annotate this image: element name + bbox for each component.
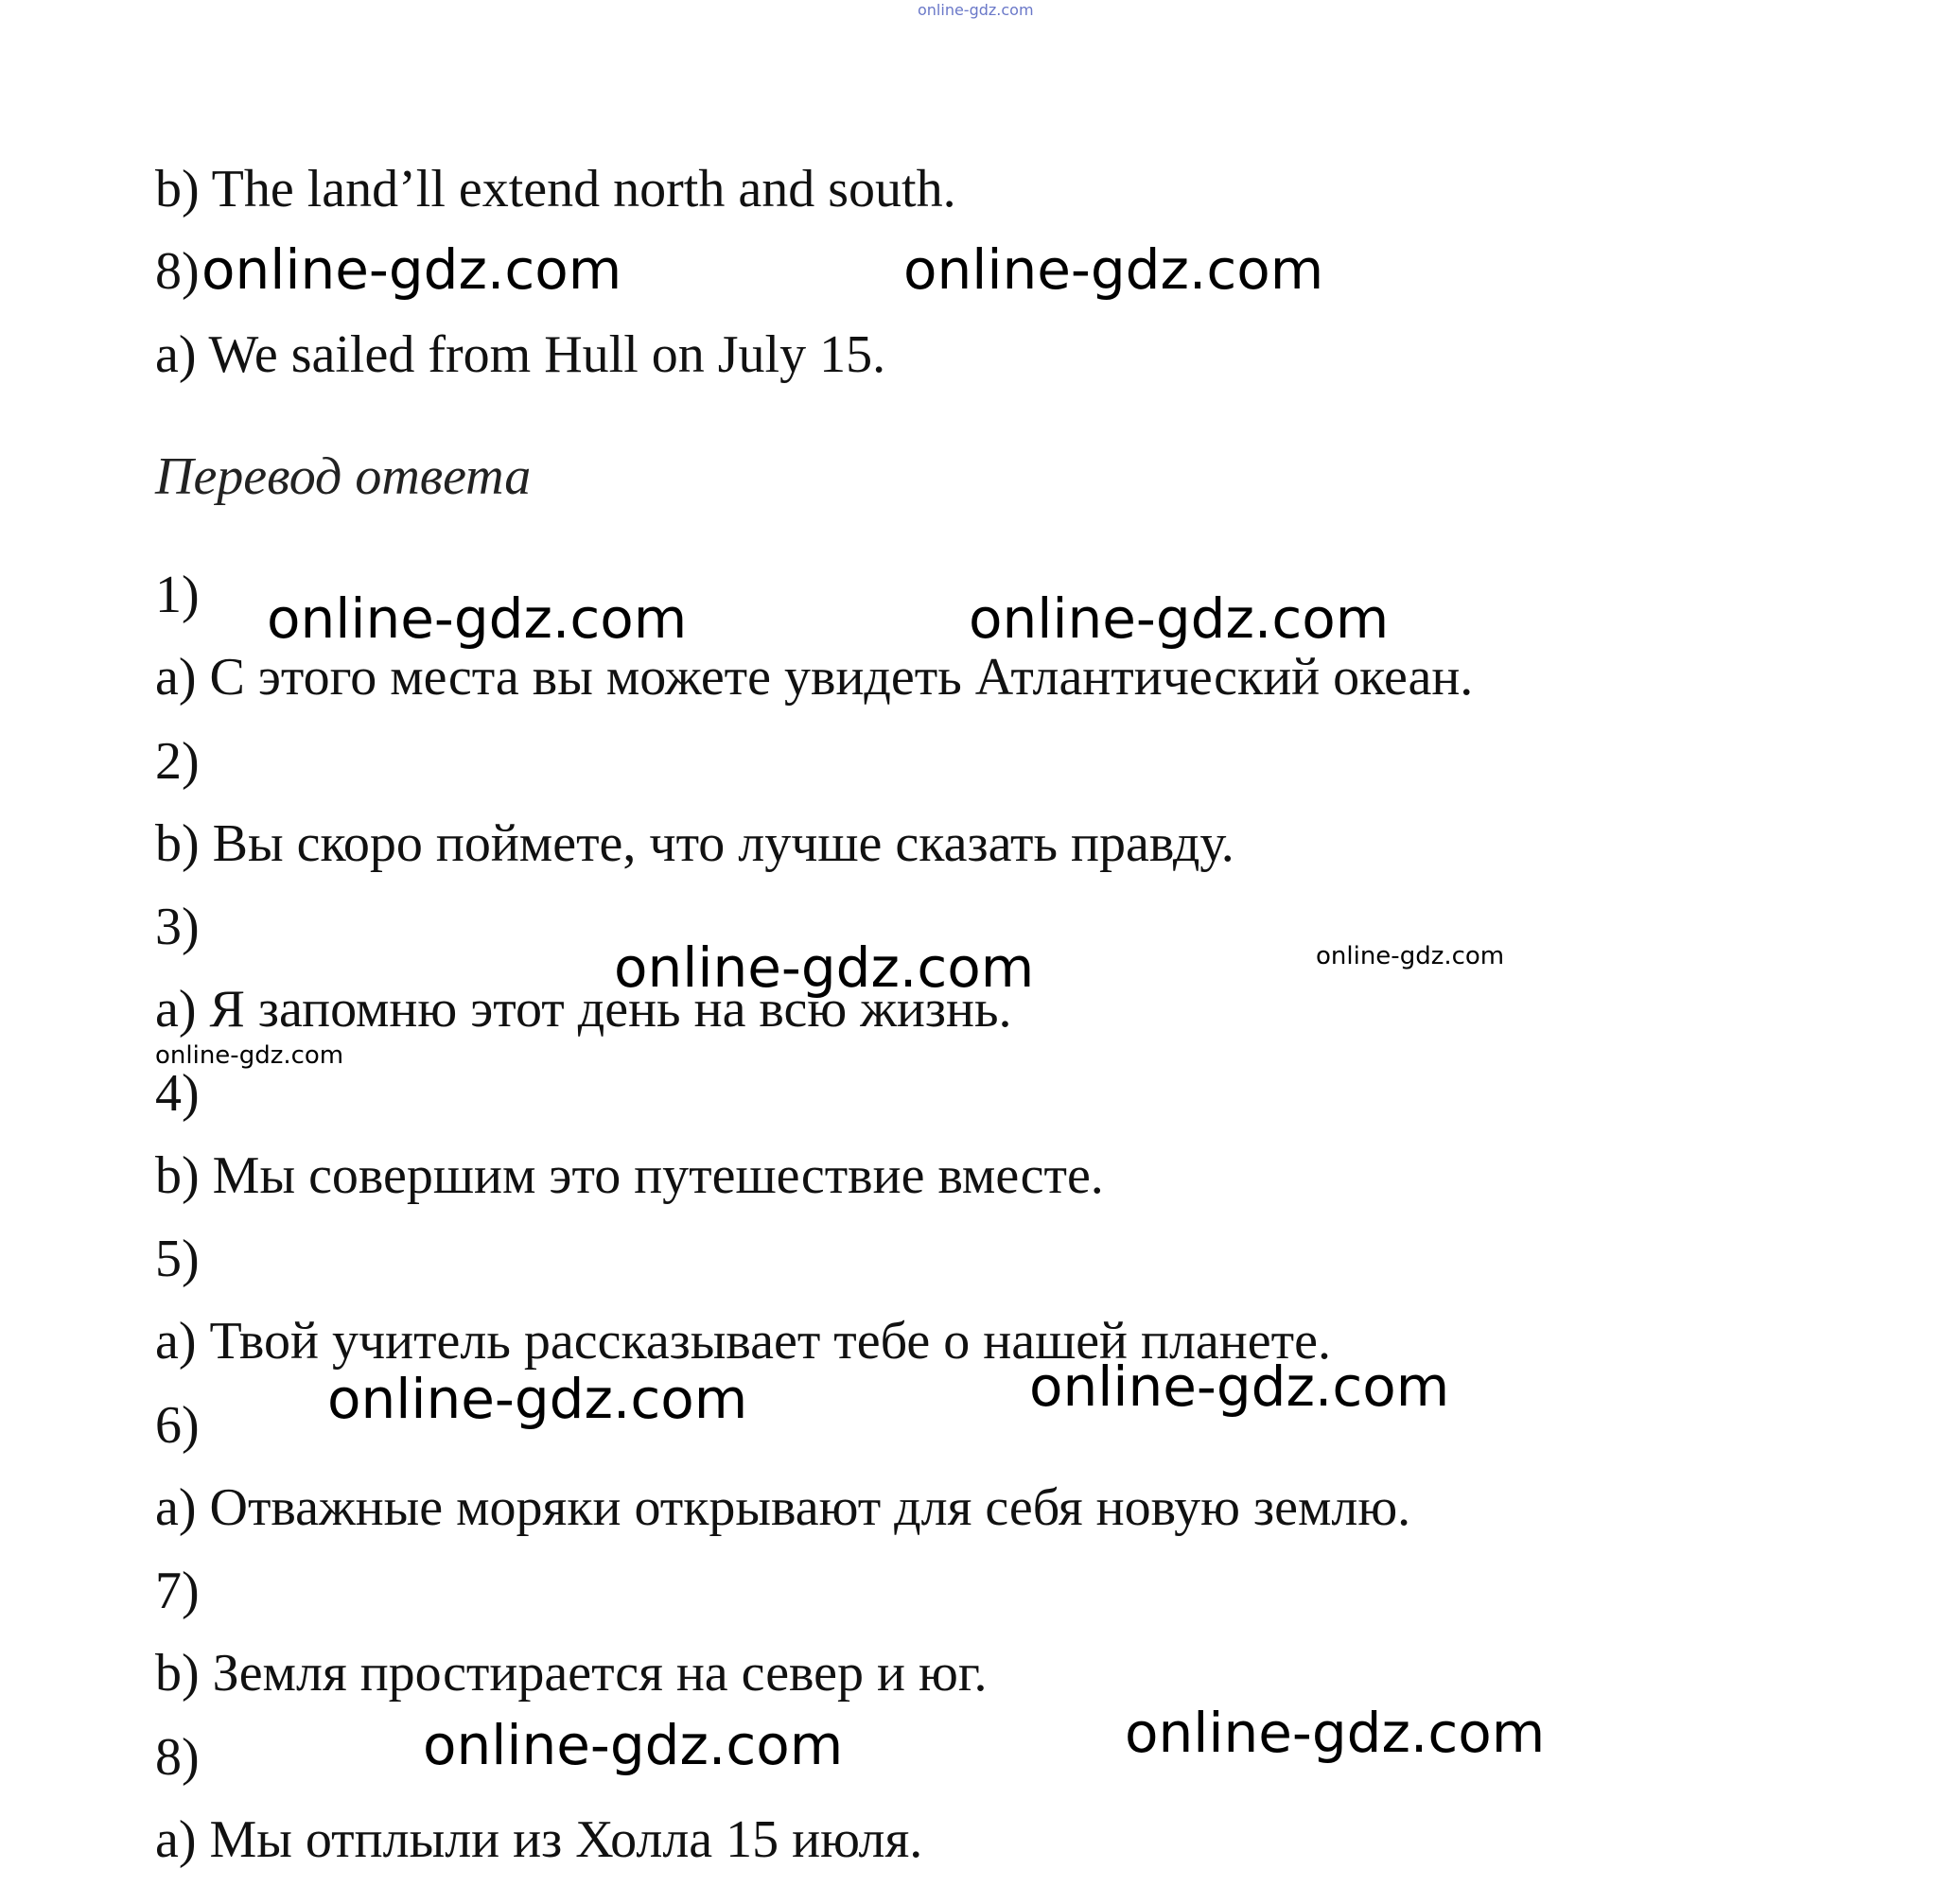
watermark: online-gdz.com — [903, 237, 1324, 302]
translation-line-8: a) Мы отплыли из Холла 15 июля. — [155, 1810, 923, 1869]
translation-line-6: a) Отважные моряки открывают для себя новую землю. — [155, 1478, 1411, 1537]
translation-line-1: a) С этого места вы можете увидеть Атлантический океан. — [155, 648, 1474, 707]
translation-number-1: 1) — [155, 566, 200, 624]
watermark: online-gdz.com — [969, 586, 1390, 651]
translation-number-7: 7) — [155, 1562, 200, 1620]
top-watermark: online-gdz.com — [918, 1, 1034, 19]
translation-number-3: 3) — [155, 898, 200, 956]
translation-line-5: a) Твой учитель рассказывает тебе о нашей планете. — [155, 1312, 1331, 1371]
translation-number-5: 5) — [155, 1230, 200, 1288]
translation-number-6: 6) — [155, 1396, 200, 1455]
watermark: online-gdz.com — [614, 935, 1035, 1000]
watermark: online-gdz.com — [267, 586, 688, 651]
translation-line-3: a) Я запомню этот день на всю жизнь. — [155, 980, 1012, 1039]
watermark: online-gdz.com — [1125, 1701, 1546, 1765]
translation-line-2: b) Вы скоро поймете, что лучше сказать правду. — [155, 814, 1234, 873]
translation-line-4: b) Мы совершим это путешествие вместе. — [155, 1146, 1104, 1205]
translation-number-2: 2) — [155, 732, 200, 791]
answer-line-a-8: a) We sailed from Hull on July 15. — [155, 325, 886, 384]
answer-line-b-7: b) The land’ll extend north and south. — [155, 160, 956, 218]
translation-number-8: 8) — [155, 1728, 200, 1787]
watermark: online-gdz.com — [1029, 1354, 1450, 1419]
watermark: online-gdz.com — [327, 1367, 748, 1431]
watermark: online-gdz.com — [423, 1713, 844, 1777]
translation-number-4: 4) — [155, 1064, 200, 1123]
item-number-8: 8) — [155, 242, 200, 301]
translation-line-7: b) Земля простирается на север и юг. — [155, 1644, 988, 1703]
watermark: online-gdz.com — [201, 237, 622, 302]
section-heading-translation: Перевод ответа — [155, 447, 532, 506]
watermark: online-gdz.com — [1316, 942, 1505, 970]
watermark: online-gdz.com — [155, 1041, 344, 1070]
